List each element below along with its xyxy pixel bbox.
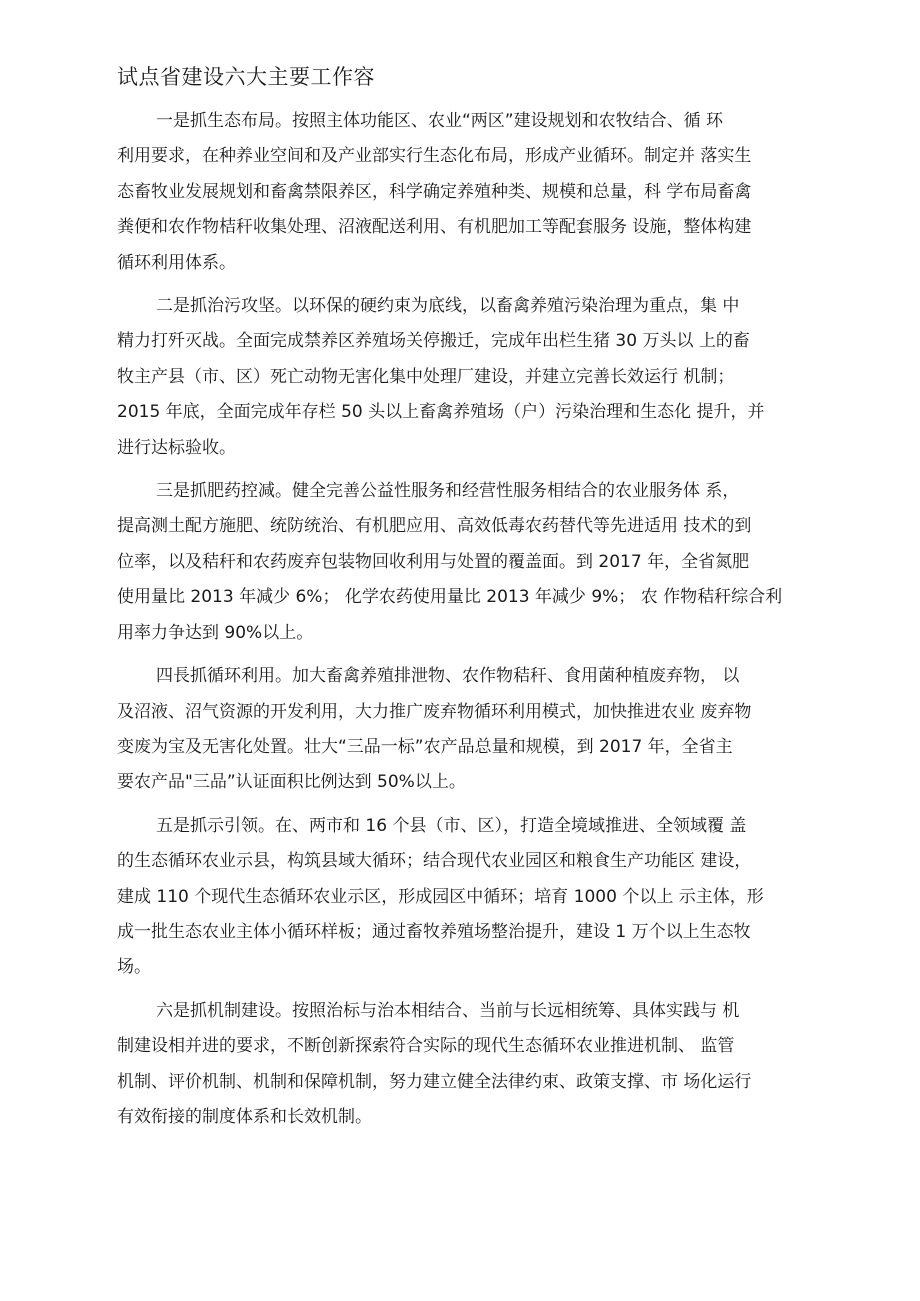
paragraph-line: 制建设相并进的要求，不断创新探索符合实际的现代生态循环农业推进机制、 监管 [117,1036,735,1057]
paragraph-line: 五是抓示引领。在、两市和 16 个县（市、区），打造全境域推进、全领域覆 盖 [156,815,747,836]
paragraph-line: 及沼液、沼气资源的开发利用，大力推广废弃物循环利用模式，加快推进农业 废弃物 [117,701,752,722]
paragraph-3 [117,474,807,651]
paragraph-line: 提高测土配方施肥、统防统治、有机肥应用、高效低毒农药替代等先进适用 技术的到 [117,516,752,537]
paragraph-line: 有效衔接的制度体系和长效机制。 [117,1106,372,1127]
paragraph-line: 一是抓生态布局。按照主体功能区、农业“两区”建设规划和农牧结合、循 环 [156,111,724,131]
paragraph-line: 场。 [117,957,151,978]
paragraph-line: 牧主产县（市、区）死亡动物无害化集中处理厂建设，并建立完善长效运行 机制； [117,366,735,387]
paragraph-line: 粪便和农作物桔秆收集处理、沼液配送利用、有机肥加工等配套服务 设施，整体构建 [117,217,752,238]
paragraph-line: 二是抓治污攻坚。以环保的硬约束为底线，以畜禽养殖污染治理为重点，集 中 [156,296,740,317]
paragraph-line: 成一批生态农业主体小循环样板；通过畜牧养殖场整治提升，建设 1 万个以上生态牧 [117,921,751,942]
paragraph-line: 循环利用体系。 [117,252,236,273]
paragraph-line: 位率，以及秸秆和农药废弃包装物回收利用与处置的覆盖面。到 2017 年，全省氮肥 [117,551,750,572]
paragraph-line: 用率力争达到 90%以上。 [117,622,314,643]
paragraph-6 [117,994,807,1136]
document-title: 试点省建设六大主要工作容 [117,65,375,89]
paragraph-line: 2015 年底，全面完成年存栏 50 头以上畜禽养殖场（户）污染治理和生态化 提升，并 [117,402,765,423]
paragraph-line: 六是抓机制建设。按照治标与治本相结合、当前与长远相统筹、具体实践与 机 [156,1000,740,1021]
paragraph-line: 利用要求，在种养业空间和及产业部实行生态化布局，形成产业循环。制定并 落实生 [117,146,752,167]
paragraph-line: 态畜牧业发展规划和畜禽禁限养区，科学确定养殖种类、规模和总量，科 学布局畜禽 [117,181,752,202]
paragraph-line: 建成 110 个现代生态循环农业示区，形成园区中循环；培育 1000 个以上 示主体，形 [117,886,764,907]
paragraph-line: 四長抓循环利用。加大畜禽养殖排泄物、农作物秸秆、食用菌种植废弃物， 以 [156,666,740,687]
paragraph-1 [117,104,807,281]
paragraph-line: 进行达标验收。 [117,437,236,458]
document-body [117,104,807,1143]
paragraph-line: 的生态循环农业示县，构筑县域大循环；结合现代农业园区和粮食生产功能区 建设， [117,851,752,872]
paragraph-line: 机制、评价机制、机制和保障机制，努力建立健全法律约束、政策支撑、市 场化运行 [117,1071,752,1092]
paragraph-5 [117,809,807,986]
paragraph-line: 三是抓肥药控减。健全完善公益性服务和经营性服务相结合的农业服务体 系， [156,481,740,502]
paragraph-2 [117,289,807,466]
paragraph-line: 要农产品"三品”认证面积比例达到 50%以上。 [117,772,466,793]
paragraph-line: 精力打歼灭战。全面完成禁养区养殖场关停搬迁，完成年出栏生猪 30 万头以 上的畜 [117,331,750,352]
paragraph-line: 变废为宝及无害化处置。壮大“三品一标”农产品总量和规模，到 2017 年，全省主 [117,736,733,757]
paragraph-4 [117,659,807,801]
paragraph-line: 使用量比 2013 年减少 6%； 化学农药使用量比 2013 年减少 9%； 农 作物秸秆综合利 [117,587,783,608]
